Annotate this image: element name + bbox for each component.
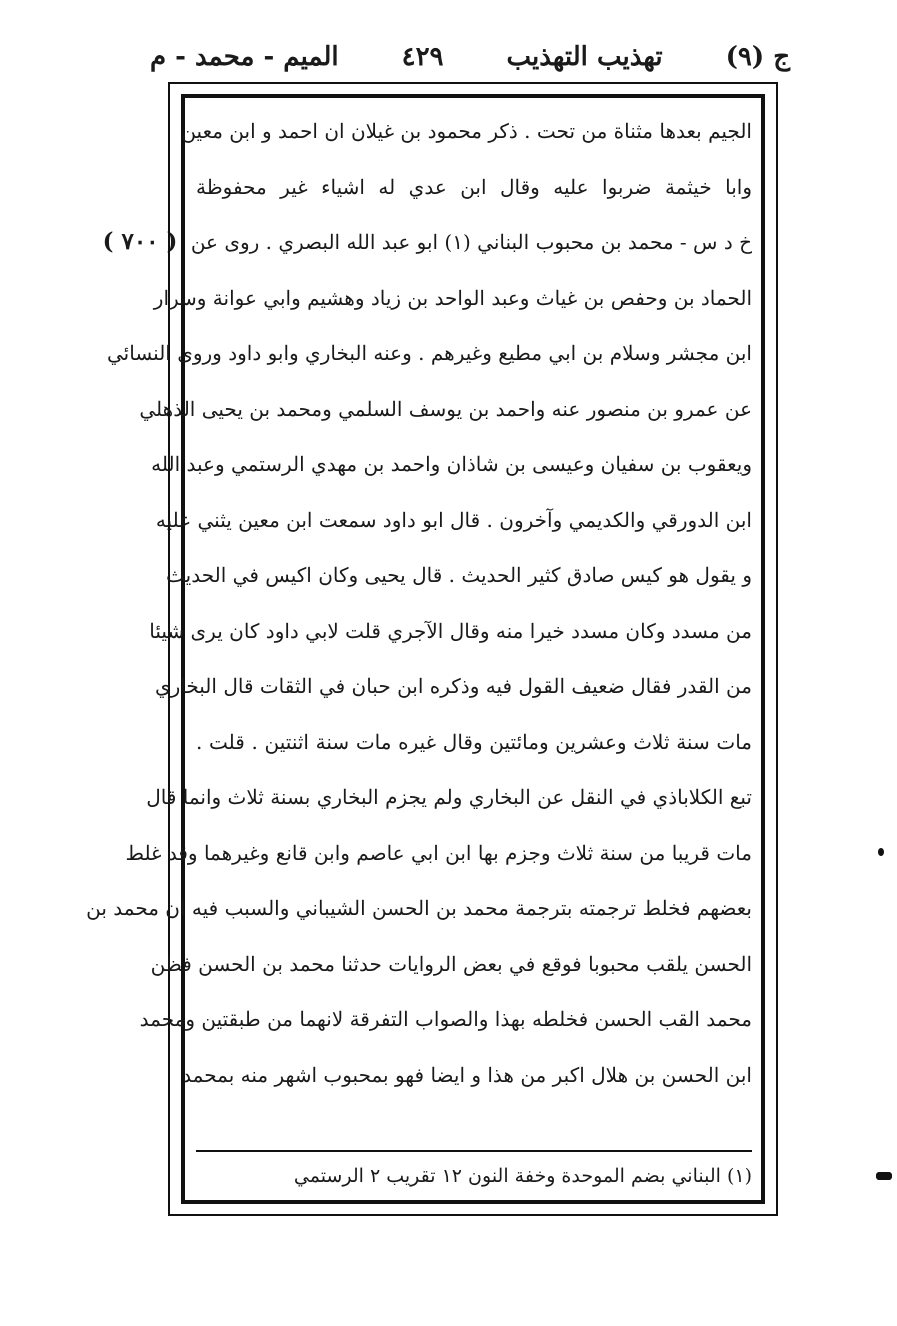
text-line: الجيم بعدها مثناة من تحت . ذكر محمود بن غيلان ان احمد و ابن معين: [181, 119, 752, 143]
entry-number: ( ٧٠٠ ): [102, 228, 178, 255]
text-line: بعضهم فخلط ترجمته بترجمة محمد بن الحسن الشيباني والسبب فيه ان محمد بن: [86, 896, 752, 920]
text-line: محمد القب الحسن فخلطه بهذا والصواب التفرقة لانهما من طبقتين ومحمد: [139, 1007, 752, 1031]
text-line: عن عمرو بن منصور عنه واحمد بن يوسف السلمي ومحمد بن يحيى الذهلي: [139, 396, 752, 421]
text-line: من مسدد وكان مسدد خيرا منه وقال الآجري قلت لابي داود كان يرى شيئا: [149, 618, 752, 643]
margin-dash: [876, 1172, 892, 1180]
text-line: خ د س - محمد بن محبوب البناني (١) ابو عبد الله البصري . روى عن: [190, 230, 752, 254]
margin-dot: [878, 848, 884, 856]
text-line: و يقول هو كيس صادق كثير الحديث . قال يحيى وكان اكيس في الحديث: [166, 563, 752, 587]
text-line: ابن مجشر وسلام بن ابي مطيع وغيرهم . وعنه البخاري وابو داود وروى النسائي: [107, 341, 752, 365]
text-line: الحماد بن وحفص بن غياث وعبد الواحد بن زياد وهشيم وابي عوانة وسرار: [153, 285, 752, 310]
book-title: تهذيب التهذيب: [506, 42, 663, 72]
footnote: (١) البناني بضم الموحدة وخفة النون ١٢ تقريب ٢ الرستمي: [293, 1165, 752, 1187]
text-line: تبع الكلاباذي في النقل عن البخاري ولم يجزم البخاري بسنة ثلاث وانما قال: [146, 785, 752, 809]
text-line: الحسن يلقب محبوبا فوقع في بعض الروايات حدثنا محمد بن الحسن فظن: [150, 951, 752, 976]
text-line: ويعقوب بن سفيان وعيسى بن شاذان واحمد بن مهدي الرستمي وعبد الله: [151, 452, 752, 476]
text-line: مات قريبا من سنة ثلاث وجزم بها ابن ابي عاصم وابن قانع وغيرهما وقد غلط: [125, 840, 752, 865]
section-title: الميم - محمد - م: [150, 42, 339, 72]
text-line: ابن الدورقي والكديمي وآخرون . قال ابو داود سمعت ابن معين يثني عليه: [155, 507, 752, 532]
text-line: مات سنة ثلاث وعشرين ومائتين وقال غيره مات سنة اثنتين . قلت .: [196, 729, 752, 754]
volume-label: ج (٩): [725, 42, 790, 72]
footnote-divider: [196, 1150, 752, 1152]
text-line: من القدر فقال ضعيف القول فيه وذكره ابن حبان في الثقات قال البخاري: [154, 674, 752, 698]
page-number: ٤٢٩: [401, 42, 444, 72]
page-header: [150, 34, 790, 80]
text-line: وابا خيثمة ضربوا عليه وقال ابن عدي له اشياء غير محفوظة: [196, 174, 752, 199]
text-line: ابن الحسن بن هلال اكبر من هذا و ايضا فهو بمحبوب اشهر منه بمحمد: [182, 1062, 752, 1087]
